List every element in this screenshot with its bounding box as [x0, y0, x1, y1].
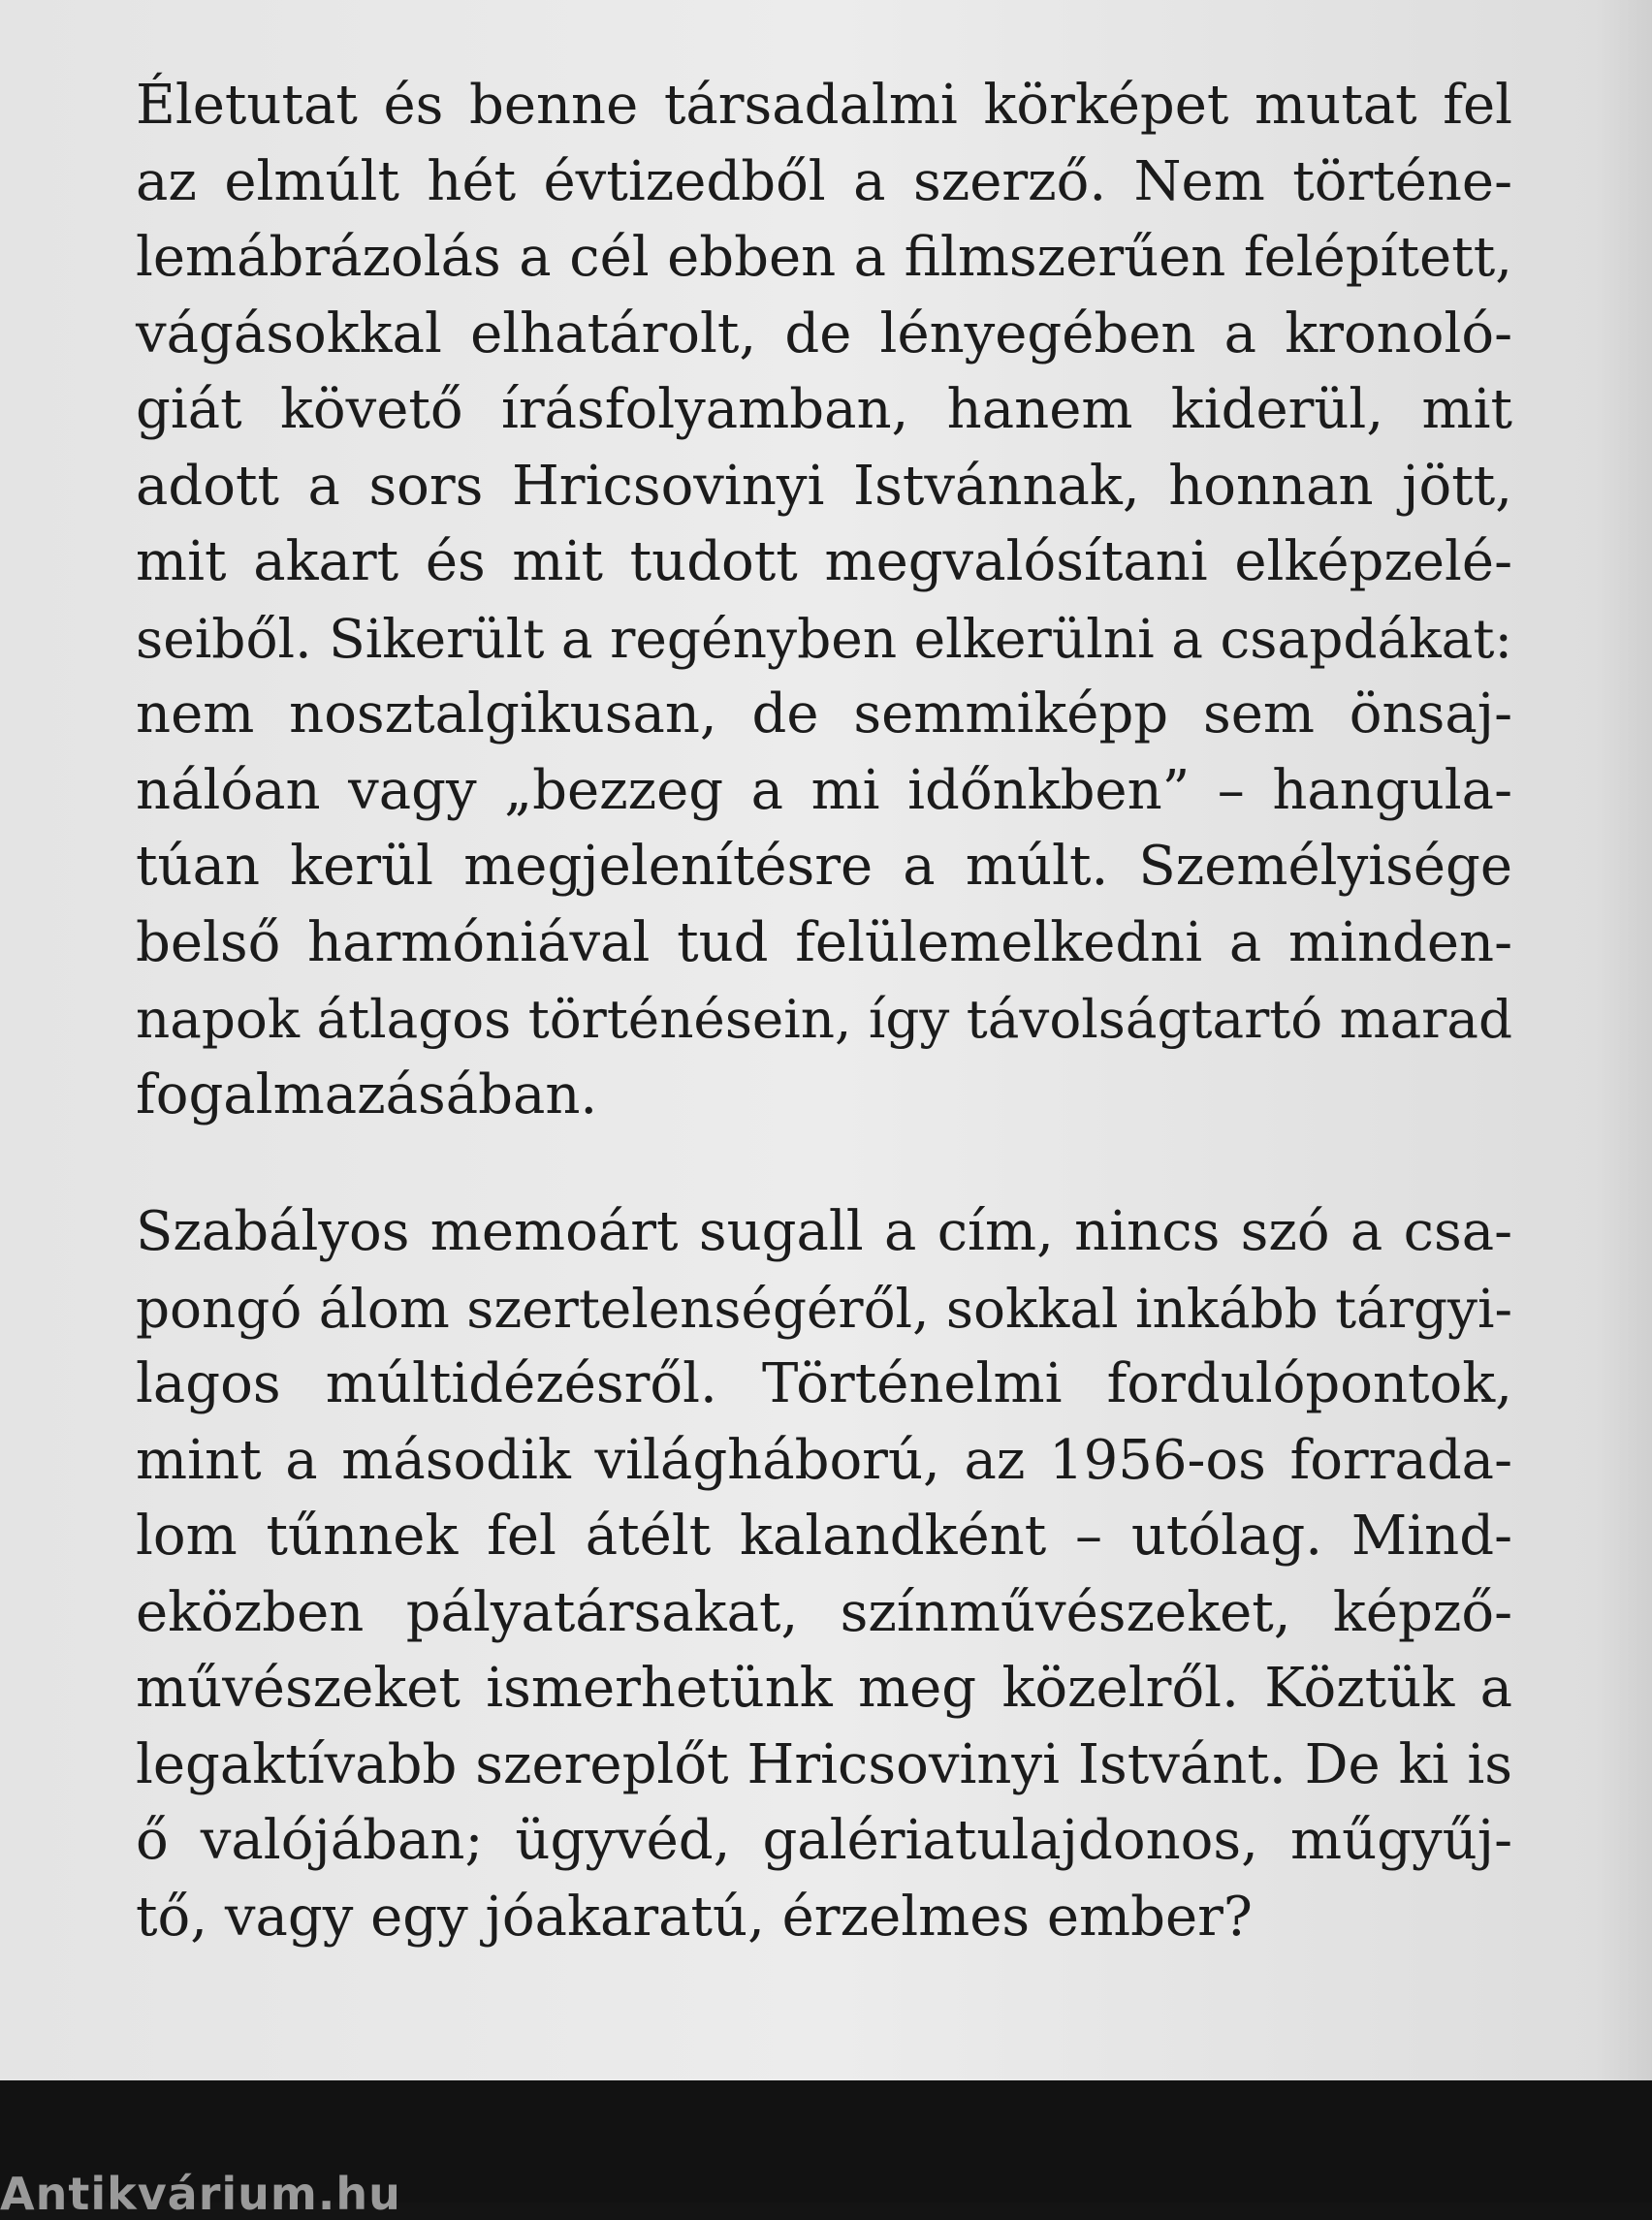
text-line: seiből. Sikerült a regényben elkerülni a csapdákat: [136, 607, 1512, 670]
text-line: művészeket ismerhetünk meg közelről. Köztük a [136, 1657, 1512, 1720]
text-line: nem nosztalgikusan, de semmiképp sem önsaj- [136, 682, 1512, 745]
text-line: belső harmóniával tud felülemelkedni a minden- [136, 910, 1512, 974]
text-line: túan kerül megjelenítésre a múlt. Személyisége [136, 835, 1512, 898]
text-line: napok átlagos történésein, így távolságtartó marad [136, 988, 1512, 1050]
text-line: pongó álom szertelenségéről, sokkal inkább tárgyi- [136, 1277, 1512, 1340]
text-line: fogalmazásában. [136, 1062, 598, 1126]
text-line: eközben pályatársakat, színművészeket, képző- [136, 1580, 1512, 1644]
text-line: vágásokkal elhatárolt, de lényegében a kronoló- [136, 301, 1512, 365]
text-line: lagos múltidézésről. Történelmi fordulópontok, [136, 1352, 1512, 1415]
watermark: Antikvárium.hu [0, 2168, 401, 2220]
paragraph-1 [136, 68, 1512, 1133]
text-line: Szabályos memoárt sugall a cím, nincs szó a csa- [136, 1200, 1512, 1263]
text-line: nálóan vagy „bezzeg a mi időnkben” – hangula- [136, 758, 1512, 822]
text-line: legaktívabb szereplőt Hricsovinyi Istvánt. De ki is [136, 1732, 1512, 1796]
text-line: az elmúlt hét évtizedből a szerző. Nem történe- [136, 149, 1512, 213]
text-line: mint a második világháború, az 1956-os forrada- [136, 1428, 1512, 1492]
text-line: mit akart és mit tudott megvalósítani elképzelé- [136, 530, 1512, 593]
paragraph-2 [136, 1194, 1512, 1955]
text-line: lemábrázolás a cél ebben a filmszerűen felépített, [136, 226, 1512, 289]
text-line: Életutat és benne társadalmi körképet mutat fel [136, 74, 1512, 137]
text-line: ő valójában; ügyvéd, galériatulajdonos, műgyűj- [136, 1809, 1512, 1872]
text-line: giát követő írásfolyamban, hanem kiderül, mit [136, 378, 1512, 441]
page-edge-shadow [1594, 0, 1652, 2080]
text-line: adott a sors Hricsovinyi Istvánnak, honnan jött, [136, 454, 1512, 518]
text-line: tő, vagy egy jóakaratú, érzelmes ember? [136, 1885, 1253, 1949]
text-line: lom tűnnek fel átélt kalandként – utólag. Mind- [136, 1505, 1512, 1568]
